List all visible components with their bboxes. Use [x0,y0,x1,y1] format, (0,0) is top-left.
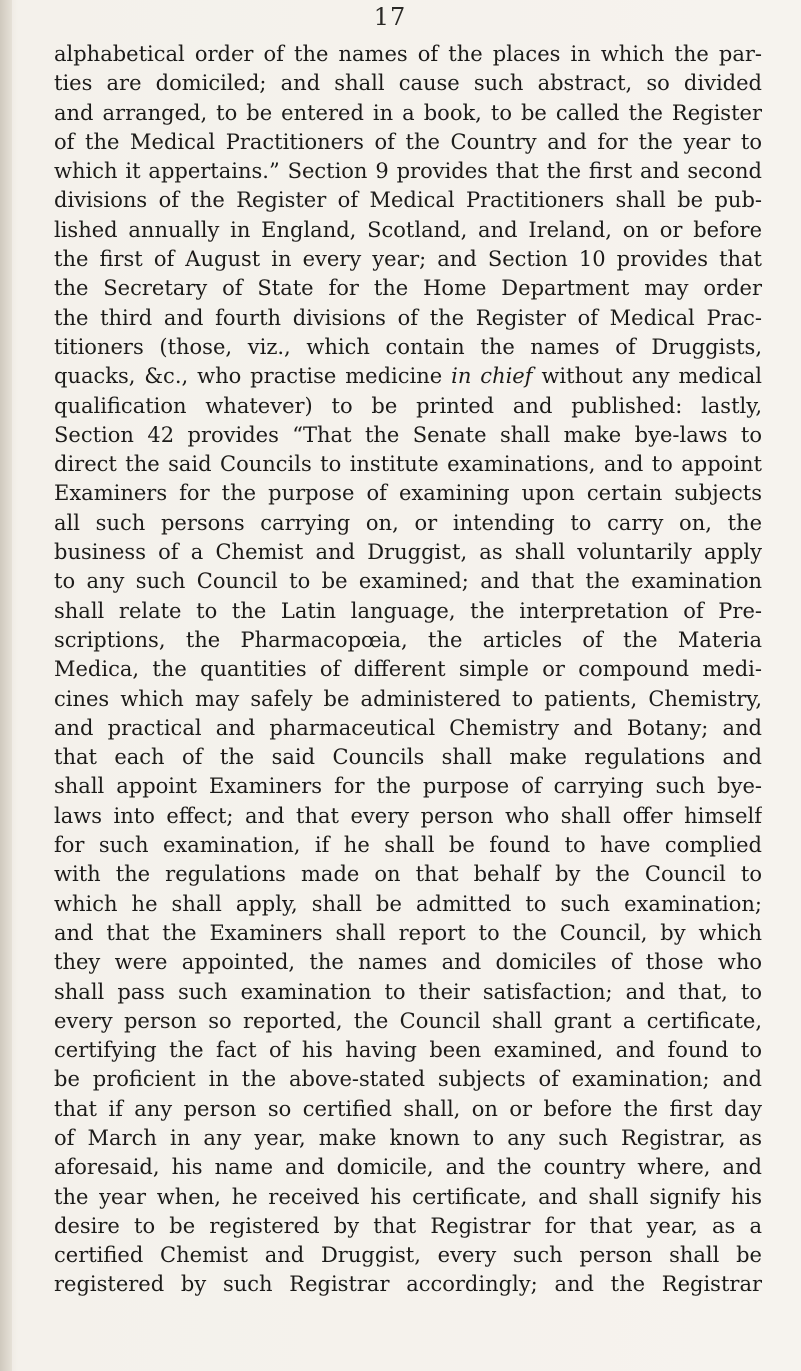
text-line: quacks, &c., who practise medicine in chief without any medical [54,364,762,389]
text-line: shall pass such examination to their satisfaction; and that, to [54,979,762,1004]
text-line: lished annually in England, Scotland, and Ireland, on or before [54,217,762,242]
text-line: divisions of the Register of Medical Practitioners shall be pub- [54,188,762,213]
text-line: be proficient in the above-stated subjects of examination; and [54,1067,762,1092]
text-line: shall relate to the Latin language, the interpretation of Pre- [54,598,762,623]
text-line: and that the Examiners shall report to the Council, by which [54,920,762,945]
text-line: that each of the said Councils shall make regulations and [54,745,762,770]
body-text [54,40,762,1300]
text-line: and arranged, to be entered in a book, to be called the Register [54,100,762,125]
text-line: Section 42 provides “That the Senate shall make bye-laws to [54,422,762,447]
italic-phrase: in chief [451,364,533,389]
text-line: Medica, the quantities of different simple or compound medi- [54,657,762,682]
text-line: certifying the fact of his having been examined, and found to [54,1038,762,1063]
text-line: to any such Council to be examined; and that the examination [54,569,762,594]
text-line: with the regulations made on that behalf by the Council to [54,862,762,887]
text-line: direct the said Councils to institute examinations, and to appoint [54,452,762,477]
text-line: all such persons carrying on, or intending to carry on, the [54,510,762,535]
text-line: titioners (those, viz., which contain the names of Druggists, [54,334,762,359]
text-line: and practical and pharmaceutical Chemistry and Botany; and [54,715,762,740]
text-line: aforesaid, his name and domicile, and the country where, and [54,1155,762,1180]
text-line: they were appointed, the names and domiciles of those who [54,950,762,975]
text-line: desire to be registered by that Registrar for that year, as a [54,1213,762,1238]
text-line: registered by such Registrar accordingly; and the Registrar [54,1272,762,1297]
text-line: business of a Chemist and Druggist, as shall voluntarily apply [54,540,762,565]
text-line: qualification whatever) to be printed and published: lastly, [54,393,762,418]
text-line: ties are domiciled; and shall cause such abstract, so divided [54,71,762,96]
text-line: which it appertains.” Section 9 provides that the first and second [54,159,762,184]
text-line: every person so reported, the Council shall grant a certificate, [54,1008,762,1033]
text-line: alphabetical order of the names of the places in which the par- [54,42,762,66]
text-line: laws into effect; and that every person who shall offer himself [54,803,762,828]
page-binding-edge [0,0,12,1371]
text-line: the year when, he received his certificate, and shall signify his [54,1184,762,1209]
text-line: that if any person so certified shall, on or before the first day [54,1096,762,1121]
text-line: of the Medical Practitioners of the Country and for the year to [54,129,762,154]
text-line: Examiners for the purpose of examining upon certain subjects [54,481,762,506]
text-line: the third and fourth divisions of the Register of Medical Prac- [54,305,762,330]
text-line: cines which may safely be administered to patients, Chemistry, [54,686,762,711]
text-line: for such examination, if he shall be found to have complied [54,833,762,858]
text-line: the Secretary of State for the Home Department may order [54,276,762,301]
text-line: of March in any year, make known to any such Registrar, as [54,1125,762,1150]
text-line: which he shall apply, shall be admitted to such examination; [54,891,762,916]
text-line: the first of August in every year; and Section 10 provides that [54,247,762,272]
text-line: scriptions, the Pharmacopœia, the articles of the Materia [54,627,762,652]
text-line: certified Chemist and Druggist, every such person shall be [54,1243,762,1268]
text-line: shall appoint Examiners for the purpose of carrying such bye- [54,774,762,799]
page-number: 17 [373,3,407,31]
